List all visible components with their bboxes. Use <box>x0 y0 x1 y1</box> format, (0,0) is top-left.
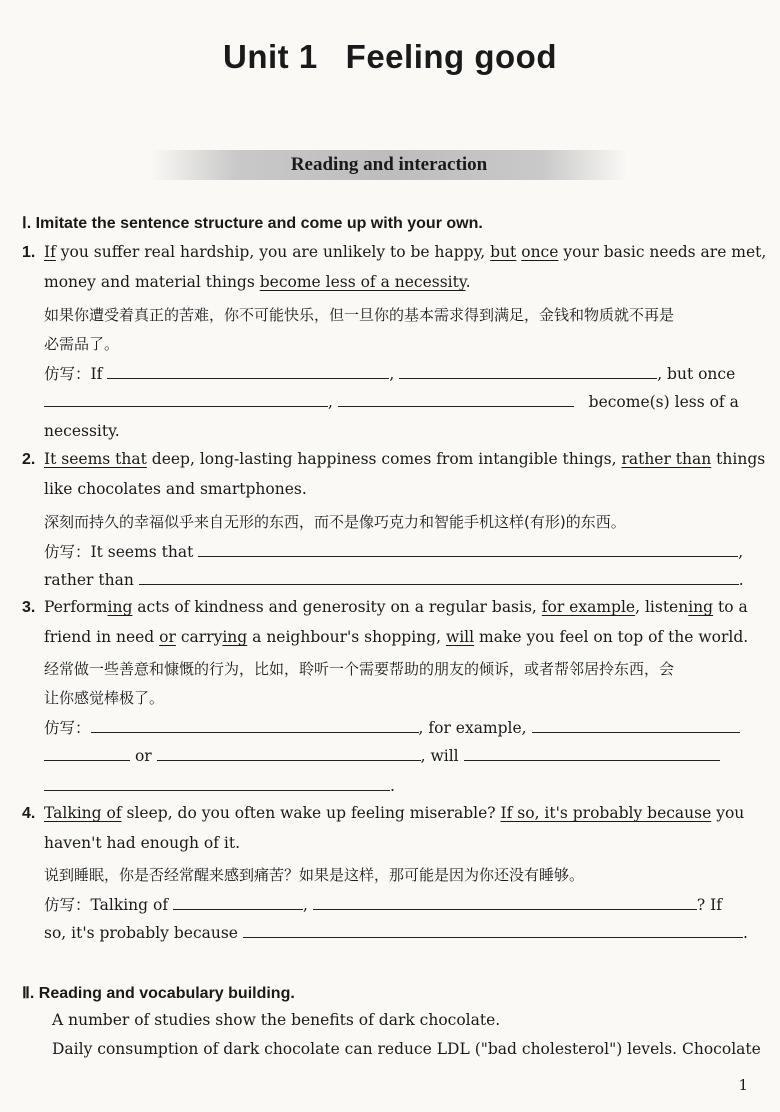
blank-field[interactable] <box>399 364 657 379</box>
item2-translation: 深刻而持久的幸福似乎来自无形的东西，而不是像巧克力和智能手机这样(有形)的东西。 <box>44 513 626 531</box>
item1-imitation-line3: necessity. <box>44 422 120 440</box>
page-number: 1 <box>738 1076 748 1094</box>
blank-field[interactable] <box>464 746 720 761</box>
blank-field[interactable] <box>198 542 738 557</box>
item3-sentence-line2: friend in need or carrying a neighbour's shopping, will make you feel on top of the world. <box>44 628 749 646</box>
reading-paragraph-line2: Daily consumption of dark chocolate can reduce LDL ("bad cholesterol") levels. Chocolate <box>52 1040 761 1058</box>
section1-heading: Ⅰ. Imitate the sentence structure and come up with your own. <box>22 215 483 232</box>
item1-sentence-line2: money and material things become less of a necessity. <box>44 273 471 291</box>
blank-field[interactable] <box>91 718 419 733</box>
item3-sentence-line1: Performing acts of kindness and generosity on a regular basis, for example, listening to a <box>44 598 748 616</box>
section2-heading: Ⅱ. Reading and vocabulary building. <box>22 985 295 1002</box>
item1-imitation-line1: 仿写：If , , but once <box>44 365 736 383</box>
item3-translation-line1: 经常做一些善意和慷慨的行为，比如，聆听一个需要帮助的朋友的倾诉，或者帮邻居拎东西，会 <box>44 660 675 678</box>
item4-sentence-line2: haven't had enough of it. <box>44 834 241 852</box>
item2-sentence-line2: like chocolates and smartphones. <box>44 480 307 498</box>
blank-field[interactable] <box>44 392 328 407</box>
item1-sentence-line1: If you suffer real hardship, you are unlikely to be happy, but once your basic needs are met, <box>44 243 767 261</box>
section-banner: Reading and interaction <box>150 150 628 180</box>
item4-imitation-line2: so, it's probably because . <box>44 924 748 942</box>
reading-paragraph-line1: A number of studies show the benefits of dark chocolate. <box>52 1011 501 1029</box>
item3-imitation-line1: 仿写： , for example, <box>44 716 740 738</box>
item3-imitation-line3: . <box>44 776 395 795</box>
item-number: 3. <box>22 599 36 616</box>
blank-field[interactable] <box>139 570 739 585</box>
blank-field[interactable] <box>532 718 740 733</box>
item1-imitation-line2: , become(s) less of a <box>44 392 739 411</box>
item2-imitation-line2: rather than . <box>44 571 744 589</box>
item-number: 4. <box>22 805 36 822</box>
item1-translation-line2: 必需品了。 <box>44 335 120 353</box>
blank-field[interactable] <box>243 923 743 938</box>
item3-translation-line2: 让你感觉棒极了。 <box>44 689 165 707</box>
item-number: 1. <box>22 244 36 261</box>
item1-translation-line1: 如果你遭受着真正的苦难，你不可能快乐，但一旦你的基本需求得到满足，金钱和物质就不再是 <box>44 306 675 324</box>
item2-sentence-line1: It seems that deep, long-lasting happiness comes from intangible things, rather than things <box>44 450 766 468</box>
item4-sentence-line1: Talking of sleep, do you often wake up feeling miserable? If so, it's probably because you <box>44 804 745 822</box>
blank-field[interactable] <box>173 895 303 910</box>
item2-imitation-line1: 仿写：It seems that , <box>44 543 744 561</box>
item-number: 2. <box>22 451 36 468</box>
blank-field[interactable] <box>157 746 421 761</box>
blank-field[interactable] <box>313 895 697 910</box>
item4-imitation-line1: 仿写：Talking of , ? If <box>44 896 723 914</box>
blank-field[interactable] <box>44 746 130 761</box>
page-title: Unit 1 Feeling good <box>223 38 557 75</box>
item3-imitation-line2: or , will <box>44 746 720 765</box>
item4-translation: 说到睡眠，你是否经常醒来感到痛苦？如果是这样，那可能是因为你还没有睡够。 <box>44 866 585 884</box>
blank-field[interactable] <box>338 392 574 407</box>
blank-field[interactable] <box>44 776 390 791</box>
blank-field[interactable] <box>107 364 389 379</box>
